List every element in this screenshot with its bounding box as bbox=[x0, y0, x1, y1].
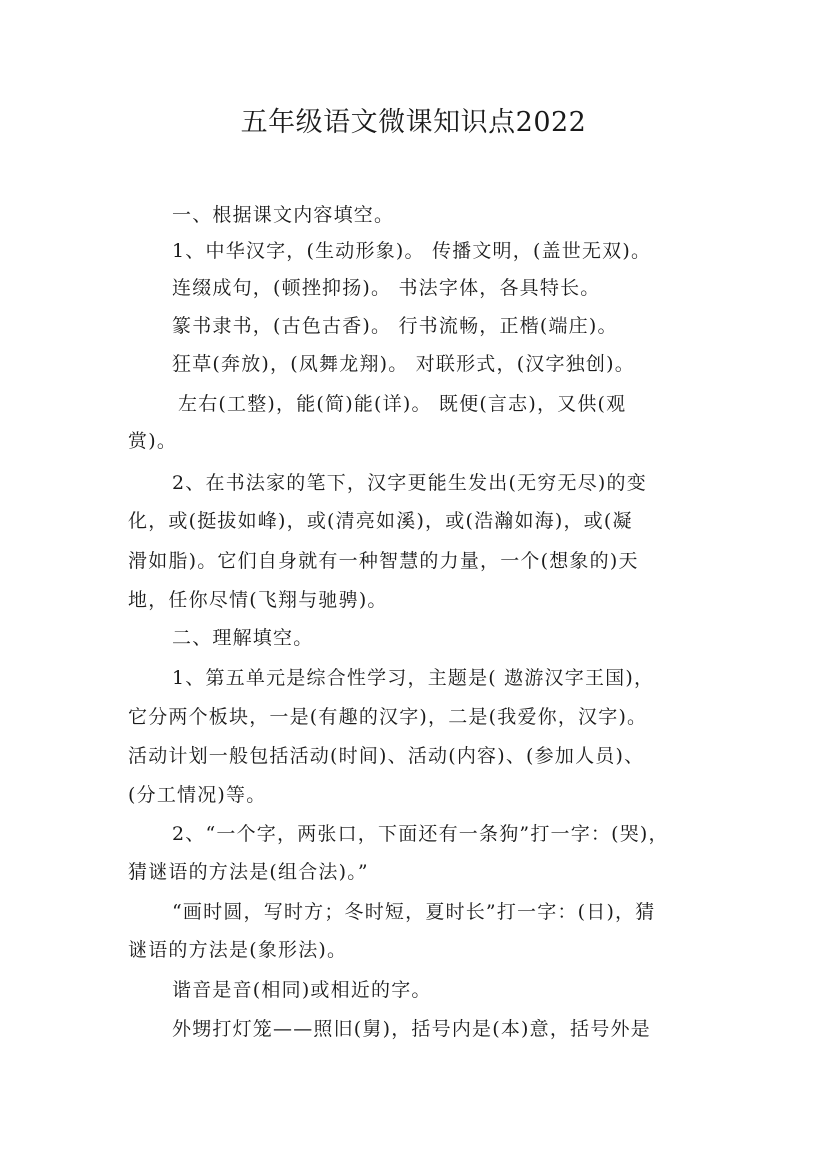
paragraph-line: 滑如脂)。它们自身就有一种智慧的力量，一个(想象的)天 bbox=[128, 550, 639, 572]
paragraph-line: 谜语的方法是(象形法)。 bbox=[128, 939, 348, 961]
paragraph-line: 篆书隶书，(古色古香)。 行书流畅，正楷(端庄)。 bbox=[172, 315, 618, 337]
paragraph-line: 左右(工整)，能(简)能(详)。 既便(言志)，又供(观 bbox=[178, 393, 627, 415]
paragraph-line: 1、中华汉字，(生动形象)。 传播文明，(盖世无双)。 bbox=[172, 240, 652, 262]
paragraph-line: 连缀成句，(顿挫抑扬)。 书法字体，各具特长。 bbox=[172, 277, 601, 299]
paragraph-line: 狂草(奔放)，(凤舞龙翔)。 对联形式，(汉字独创)。 bbox=[172, 353, 635, 375]
document-title: 五年级语文微课知识点2022 bbox=[240, 107, 587, 138]
paragraph-line: 猜谜语的方法是(组合法)。” bbox=[128, 861, 369, 883]
paragraph-line: 2、“一个字，两张口，下面还有一条狗”打一字：(哭)， bbox=[172, 823, 669, 845]
section-heading-1: 一、根据课文内容填空。 bbox=[172, 204, 395, 226]
paragraph-line: 赏)。 bbox=[128, 430, 178, 452]
paragraph-line: 2、在书法家的笔下，汉字更能生发出(无穷无尽)的变 bbox=[172, 472, 647, 494]
paragraph-line: 它分两个板块，一是(有趣的汉字)，二是(我爱你，汉字)。 bbox=[128, 706, 648, 728]
paragraph-line: 谐音是音(相同)或相近的字。 bbox=[172, 979, 432, 1001]
paragraph-line: (分工情况)等。 bbox=[128, 784, 267, 806]
paragraph-line: 化，或(挺拔如峰)，或(清亮如溪)，或(浩瀚如海)，或(凝 bbox=[128, 510, 633, 532]
paragraph-line: 外甥打灯笼——照旧(舅)，括号内是(本)意，括号外是 bbox=[172, 1018, 651, 1040]
paragraph-line: 1、第五单元是综合性学习，主题是( 遨游汉字王国)， bbox=[172, 667, 655, 689]
section-heading-2: 二、理解填空。 bbox=[172, 627, 314, 649]
paragraph-line: “画时圆，写时方；冬时短，夏时长”打一字：(日)，猜 bbox=[172, 901, 656, 923]
paragraph-line: 活动计划一般包括活动(时间)、活动(内容)、(参加人员)、 bbox=[128, 745, 645, 767]
paragraph-line: 地，任你尽情(飞翔与驰骋)。 bbox=[128, 589, 388, 611]
